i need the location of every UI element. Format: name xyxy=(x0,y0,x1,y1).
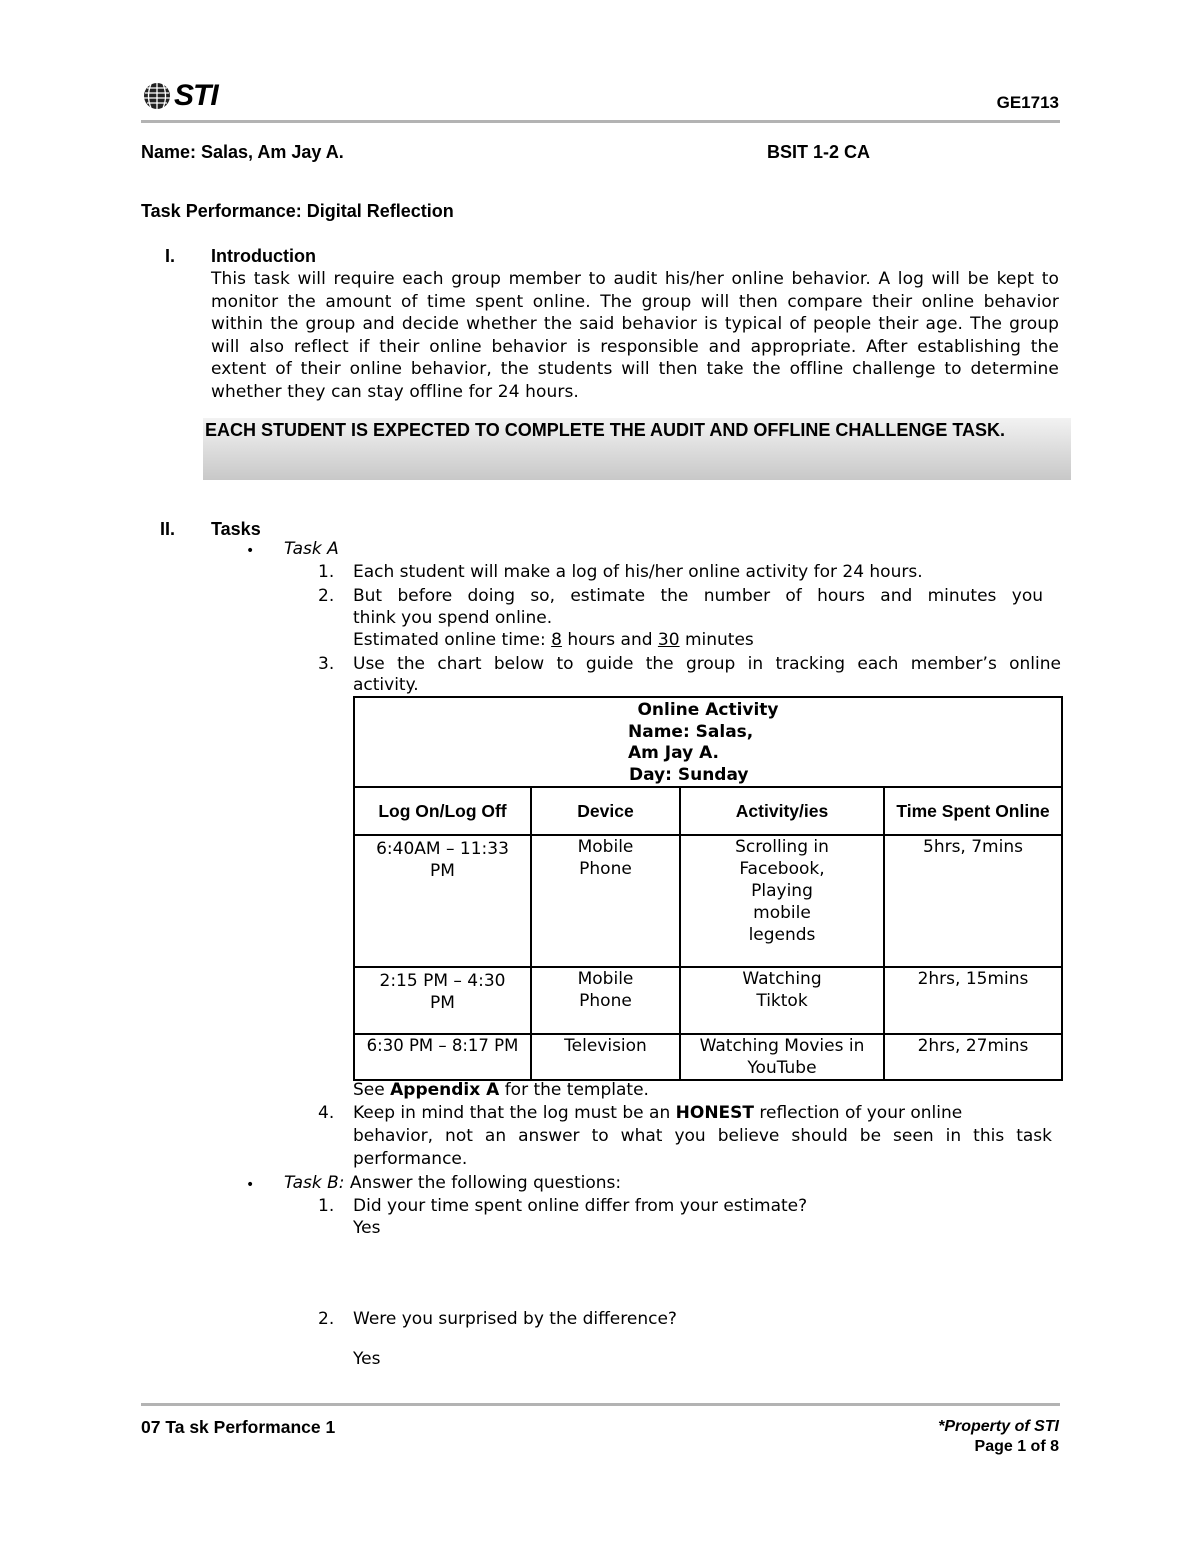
estimated-hours: 8 xyxy=(551,630,562,650)
table-name-line2: Am Jay A. xyxy=(628,743,719,763)
globe-icon xyxy=(142,81,172,111)
row-1-log: 6:40AM – 11:33 PM xyxy=(354,835,531,967)
logo-text: STI xyxy=(174,79,218,112)
column-header-activity: Activity/ies xyxy=(680,787,884,835)
online-activity-table xyxy=(353,696,1063,1081)
task-b-label: Task B: xyxy=(284,1173,345,1193)
task-b-intro: Answer the following questions: xyxy=(344,1173,622,1193)
appendix-prefix: See xyxy=(353,1080,391,1100)
appendix-suffix: for the template. xyxy=(499,1080,649,1100)
row-2-activity: Watching Tiktok xyxy=(680,967,884,1034)
task-a-item-4-num: 4. xyxy=(318,1103,335,1123)
row-1-activity: Scrolling in Facebook, Playing mobile legends xyxy=(680,835,884,967)
row-3-device: Television xyxy=(531,1034,680,1080)
task-b-heading xyxy=(284,1173,621,1193)
table-name-line1: Name: Salas, xyxy=(628,721,754,742)
sti-logo xyxy=(142,78,218,114)
section-numeral-tasks: II. xyxy=(160,519,176,539)
tasks-heading: Tasks xyxy=(211,519,261,539)
table-row xyxy=(354,967,1062,1034)
task-a-item-2-num: 2. xyxy=(318,586,335,606)
task-b-q1-num: 1. xyxy=(318,1196,335,1216)
task-b-q2-question: Were you surprised by the difference? xyxy=(353,1309,677,1329)
table-header-row xyxy=(354,787,1062,835)
row-3-time: 2hrs, 27mins xyxy=(884,1034,1062,1080)
bullet-task-a: • xyxy=(246,543,255,559)
item4-prefix: Keep in mind that the log must be an xyxy=(353,1103,676,1123)
column-header-time: Time Spent Online xyxy=(884,787,1062,835)
task-a-item-3-line2: activity. xyxy=(353,675,419,695)
item4-suffix: reflection of your online xyxy=(754,1103,963,1123)
table-row xyxy=(354,835,1062,967)
row-2-time: 2hrs, 15mins xyxy=(884,967,1062,1034)
section-numeral-intro: I. xyxy=(165,246,176,266)
student-section: BSIT 1-2 CA xyxy=(767,142,871,162)
row-3-activity: Watching Movies in YouTube xyxy=(680,1034,884,1080)
notice-banner-text: EACH STUDENT IS EXPECTED TO COMPLETE THE AUDIT AND OFFLINE CHALLENGE TASK. xyxy=(205,420,1006,440)
item4-honest: HONEST xyxy=(675,1103,754,1123)
row-3-log: 6:30 PM – 8:17 PM xyxy=(354,1034,531,1080)
task-a-item-3-line1: Use the chart below to guide the group in tracking each member’s online xyxy=(353,654,1061,674)
row-1-device: Mobile Phone xyxy=(531,835,680,967)
appendix-note xyxy=(353,1080,649,1100)
intro-paragraph: This task will require each group member to audit his/her online behavior. A log will be kept to monitor the amount of time spent online. The group will then compare their online behavior within the group and decide whether the said behavior is typical of people their age. The group will also reflect if their online behavior is responsible and appropriate. After establishing the extent of their online behavior, the students will then take the offline challenge to determine whether they can stay offline for 24 hours. xyxy=(211,269,1059,402)
task-a-item-4-line2: behavior, not an answer to what you believe should be seen in this task xyxy=(353,1126,1052,1146)
task-a-item-2-line2: think you spend online. xyxy=(353,608,553,628)
task-a-label: Task A xyxy=(284,539,339,559)
task-a-item-1-text: Each student will make a log of his/her online activity for 24 hours. xyxy=(353,562,923,582)
task-b-q1-question: Did your time spent online differ from your estimate? xyxy=(353,1196,808,1216)
footer-right xyxy=(938,1417,1059,1457)
task-a-item-4-line3: performance. xyxy=(353,1149,468,1169)
notice-banner xyxy=(203,418,1071,480)
table-title: Online Activity xyxy=(637,700,779,720)
task-a-item-2-line1: But before doing so, estimate the number of hours and minutes you xyxy=(353,586,1043,606)
table-day: Day: Sunday xyxy=(629,764,749,785)
task-b-q2-num: 2. xyxy=(318,1309,335,1329)
footer-task-label: 07 Ta sk Performance 1 xyxy=(141,1417,336,1437)
column-header-device: Device xyxy=(531,787,680,835)
estimated-time xyxy=(353,630,754,650)
table-title-cell xyxy=(354,697,1062,787)
footer-page-number: Page 1 of 8 xyxy=(974,1438,1059,1455)
column-header-log: Log On/Log Off xyxy=(354,787,531,835)
course-code: GE1713 xyxy=(996,93,1059,112)
row-1-time: 5hrs, 7mins xyxy=(884,835,1062,967)
task-a-item-3-num: 3. xyxy=(318,654,335,674)
intro-heading: Introduction xyxy=(211,246,316,266)
estimated-hours-label: hours and xyxy=(561,630,658,650)
task-a-item-1-num: 1. xyxy=(318,562,335,582)
estimated-time-prefix: Estimated online time: xyxy=(353,630,552,650)
row-2-log: 2:15 PM – 4:30 PM xyxy=(354,967,531,1034)
estimated-minutes-label: minutes xyxy=(679,630,754,650)
student-name: Name: Salas, Am Jay A. xyxy=(141,142,344,162)
task-b-q2-answer: Yes xyxy=(353,1349,381,1369)
footer-rule xyxy=(141,1403,1060,1406)
header-rule xyxy=(141,120,1060,123)
estimated-minutes: 30 xyxy=(657,630,680,650)
task-a-item-4-line1 xyxy=(353,1103,962,1123)
task-title: Task Performance: Digital Reflection xyxy=(141,201,454,221)
task-b-q1-answer: Yes xyxy=(353,1218,381,1238)
footer-property: *Property of STI xyxy=(938,1418,1059,1435)
appendix-link-text: Appendix A xyxy=(390,1080,500,1100)
row-2-device: Mobile Phone xyxy=(531,967,680,1034)
table-row xyxy=(354,1034,1062,1080)
table-title-row xyxy=(354,697,1062,787)
bullet-task-b: • xyxy=(246,1177,255,1193)
